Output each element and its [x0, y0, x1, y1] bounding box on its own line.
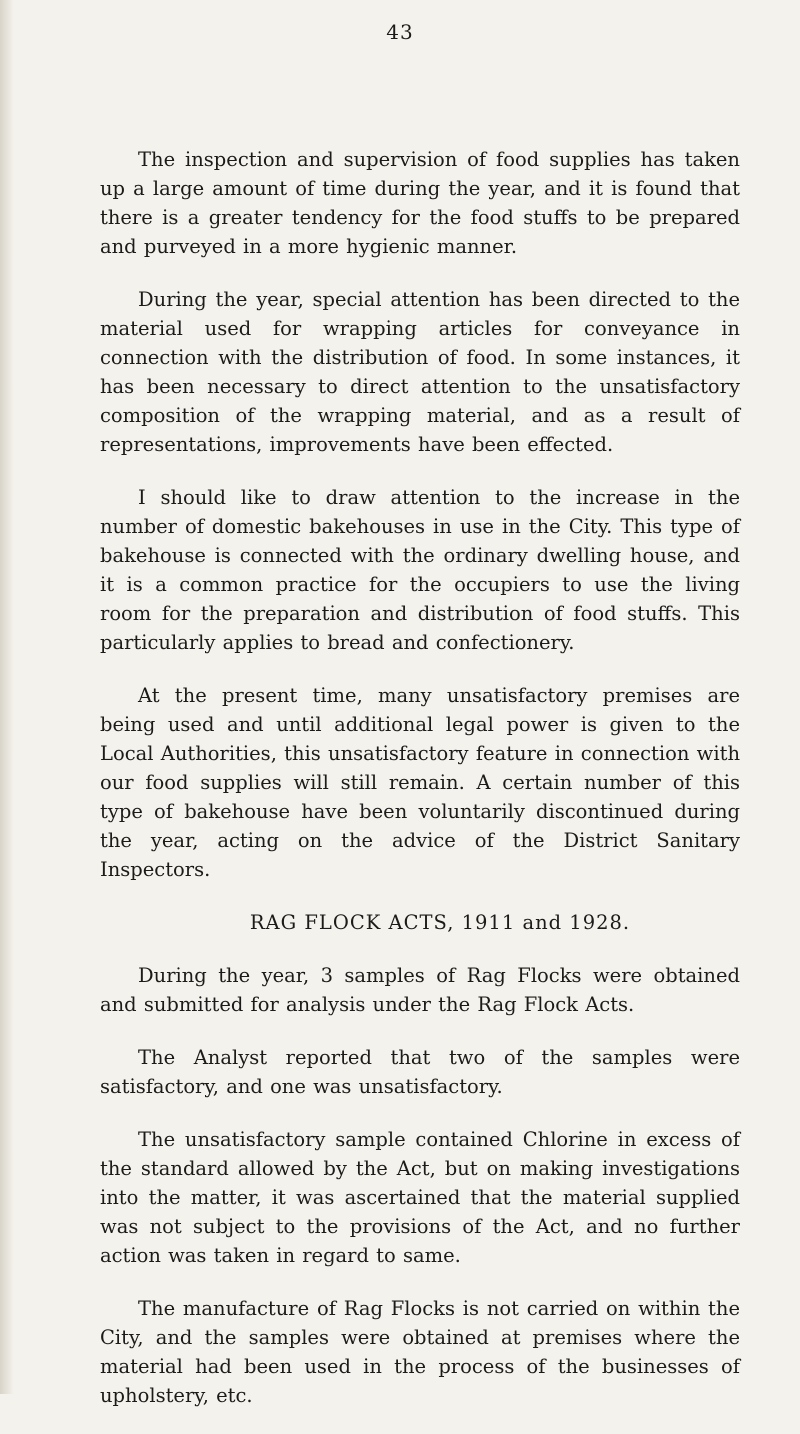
page-edge-shadow: [0, 0, 14, 1394]
page-number: 43: [386, 20, 414, 44]
paragraph-domestic-bakehouses: I should like to draw attention to the increase in the number of domestic bakehouses in use in the City. This type of bakehouse is connected with the ordinary dwelling house, and it is a common practice for the occupiers to use the living room for the preparation and distribution of food stuffs. This particularly applies to bread and confectionery.: [100, 486, 740, 654]
document-body: [100, 145, 740, 1434]
paragraph-rag-flock-samples: During the year, 3 samples of Rag Flocks were obtained and submitted for analysis under the Rag Flock Acts.: [100, 964, 740, 1016]
paragraph-analyst-report: The Analyst reported that two of the samples were satisfactory, and one was unsatisfactory.: [100, 1046, 740, 1098]
paragraph-wrapping-material: During the year, special attention has been directed to the material used for wrapping articles for conveyance in connection with the distribution of food. In some instances, it has been necessary to direct attention to the unsatisfactory composition of the wrapping material, and as a result of representations, improvements have been effected.: [100, 288, 740, 456]
paragraph-chlorine-excess: The unsatisfactory sample contained Chlorine in excess of the standard allowed by the Act, but on making investigations into the matter, it was ascertained that the material supplied was not subject to the provisions of the Act, and no further action was taken in regard to same.: [100, 1128, 740, 1267]
paragraph-food-inspection: The inspection and supervision of food supplies has taken up a large amount of time during the year, and it is found that there is a greater tendency for the food stuffs to be prepared and purveyed in a more hygienic manner.: [100, 148, 740, 258]
paragraph-manufacture: The manufacture of Rag Flocks is not carried on within the City, and the samples were obtained at premises where the material had been used in the process of the businesses of upholstery, etc.: [100, 1297, 740, 1407]
paragraph-unsatisfactory-premises: At the present time, many unsatisfactory premises are being used and until additional legal power is given to the Local Authorities, this unsatisfactory feature in connection with our food supplies will still remain. A certain number of this type of bakehouse have been voluntarily discontinued during the year, acting on the advice of the District Sanitary Inspectors.: [100, 684, 740, 881]
section-heading-rag-flock-acts: RAG FLOCK ACTS, 1911 and 1928.: [249, 911, 631, 934]
